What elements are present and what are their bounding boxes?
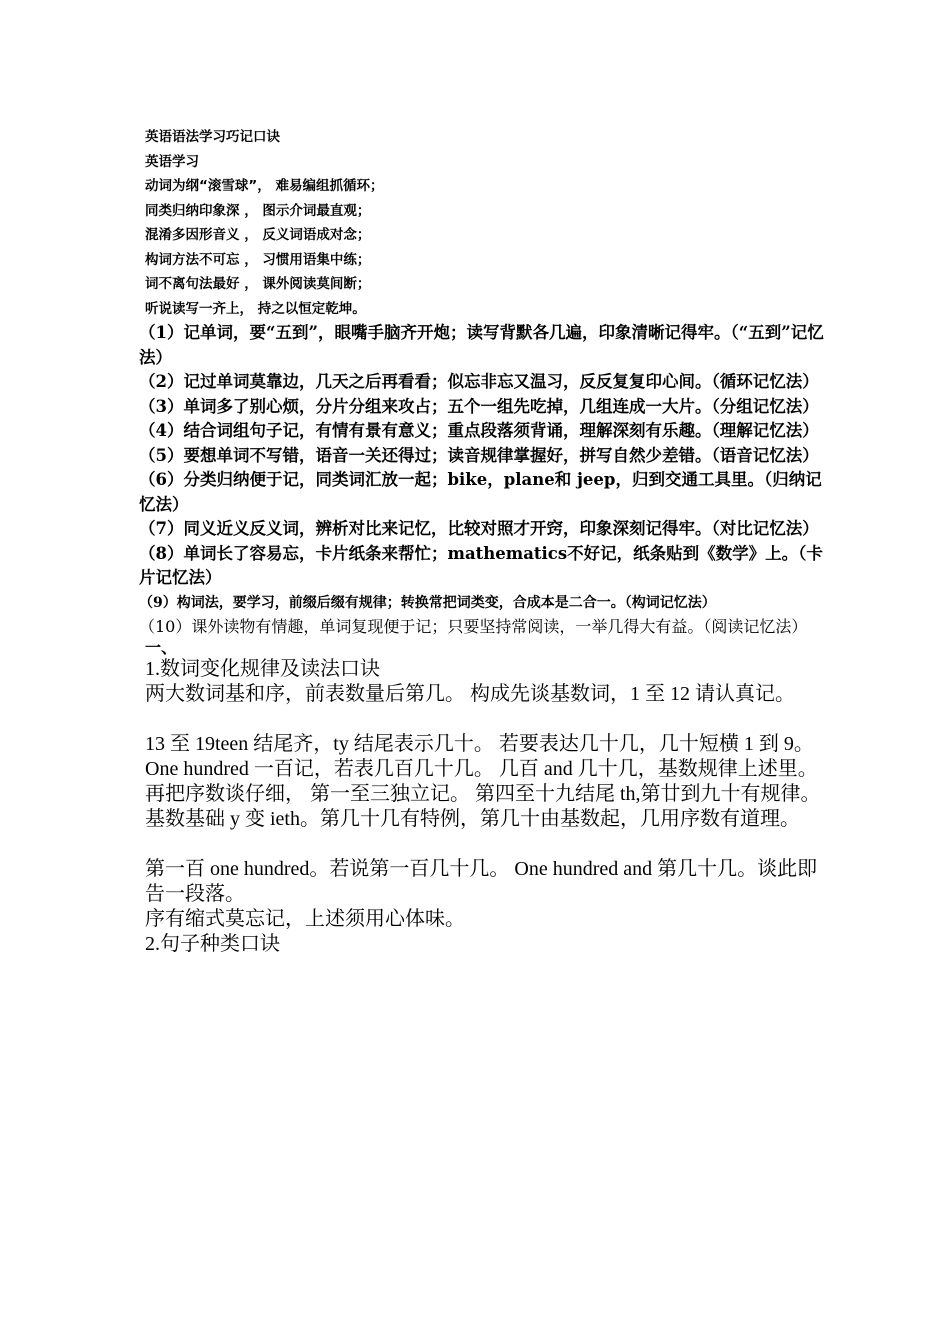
memory-method-paragraph: （4）结合词组句子记，有情有景有意义；重点段落须背诵，理解深刻有乐趣。（理解记忆法） [139,421,819,440]
blank-line [145,832,825,857]
verse-line: 听说读写一齐上， 持之以恒定乾坤。 [145,300,366,317]
verse-line: 词不离句法最好 ， 课外阅读莫间断； [145,276,371,292]
numeral-rule-paragraph: 基数基础 y 变 ieth。第几十几有特例，第几十由基数起，几用序数有道理。 [145,808,800,830]
verse-line: 同类归纳印象深 ， 图示介词最直观； [145,202,371,219]
memory-method-paragraph-10: （10）课外读物有情趣，单词复现便于记；只要坚持常阅读，一举几得大有益。（阅读记忆法） [139,616,808,636]
numeral-rule-paragraph: 序有缩式莫忘记，上述须用心体味。 [145,908,465,930]
memory-method-paragraph: （1）记单词，要“五到”，眼嘴手脑齐开炮；读写背默各几遍，印象清晰记得牢。（“五到”记忆法） [139,323,824,367]
numeral-rule-paragraph: 再把序数谈仔细， 第一至三独立记。 第四至十九结尾 th,第廿到九十有规律。 [145,783,821,805]
verse-line: 动词为纲“滚雪球”， 难易编组抓循环； [145,178,384,194]
memory-method-paragraph: （8）单词长了容易忘，卡片纸条来帮忙；mathematics不好记，纸条贴到《数学》上。（卡片记忆法） [139,543,823,587]
memory-method-paragraph: （6）分类归纳便于记，同类词汇放一起；bike，plane和 jeep，归到交通工具里。（归纳记忆法） [139,470,822,514]
numeral-rule-paragraph: 第一百 one hundred。若说第一百几十几。 One hundred and 第几十几。谈此即告一段落。 [145,858,818,905]
memory-method-paragraph: （7）同义近义反义词，辨析对比来记忆，比较对照才开窍，印象深刻记得牢。（对比记忆法） [139,519,819,538]
section-heading: 1.数词变化规律及读法口诀 [145,658,380,680]
document-title: 英语语法学习巧记口诀 [145,129,280,145]
numeral-rule-paragraph: One hundred 一百记，若表几百几十几。 几百 and 几十几，基数规律上述里。 [145,758,818,780]
numeral-rule-paragraph: 13 至 19teen 结尾齐，ty 结尾表示几十。 若要表达几十几，几十短横 1 到 9。 [145,733,814,755]
memory-method-paragraph: （2）记过单词莫靠边，几天之后再看看；似忘非忘又温习，反反复复印心间。（循环记忆法） [139,372,819,391]
section-heading: 2.句子种类口诀 [145,933,280,955]
numeral-rule-paragraph: 两大数词基和序，前表数量后第几。 构成先谈基数词，1 至 12 请认真记。 [145,683,795,705]
document-subtitle: 英语学习 [145,153,199,170]
section-number: 一、 [145,638,178,657]
document-page [139,125,825,957]
memory-method-paragraph: （5）要想单词不写错，语音一关还得过；读音规律掌握好，拼写自然少差错。（语音记忆法） [139,445,819,465]
verse-line: 构词方法不可忘 ， 习惯用语集中练； [145,251,371,268]
verse-line: 混淆多因形音义 ， 反义词语成对念； [145,227,371,243]
blank-line [145,707,825,732]
memory-method-paragraph-9: （9）构词法，要学习，前缀后缀有规律；转换常把词类变，合成本是二合一。（构词记忆法） [139,594,716,611]
memory-method-paragraph: （3）单词多了别心烦，分片分组来攻占；五个一组先吃掉，几组连成一大片。（分组记忆法） [139,396,819,416]
